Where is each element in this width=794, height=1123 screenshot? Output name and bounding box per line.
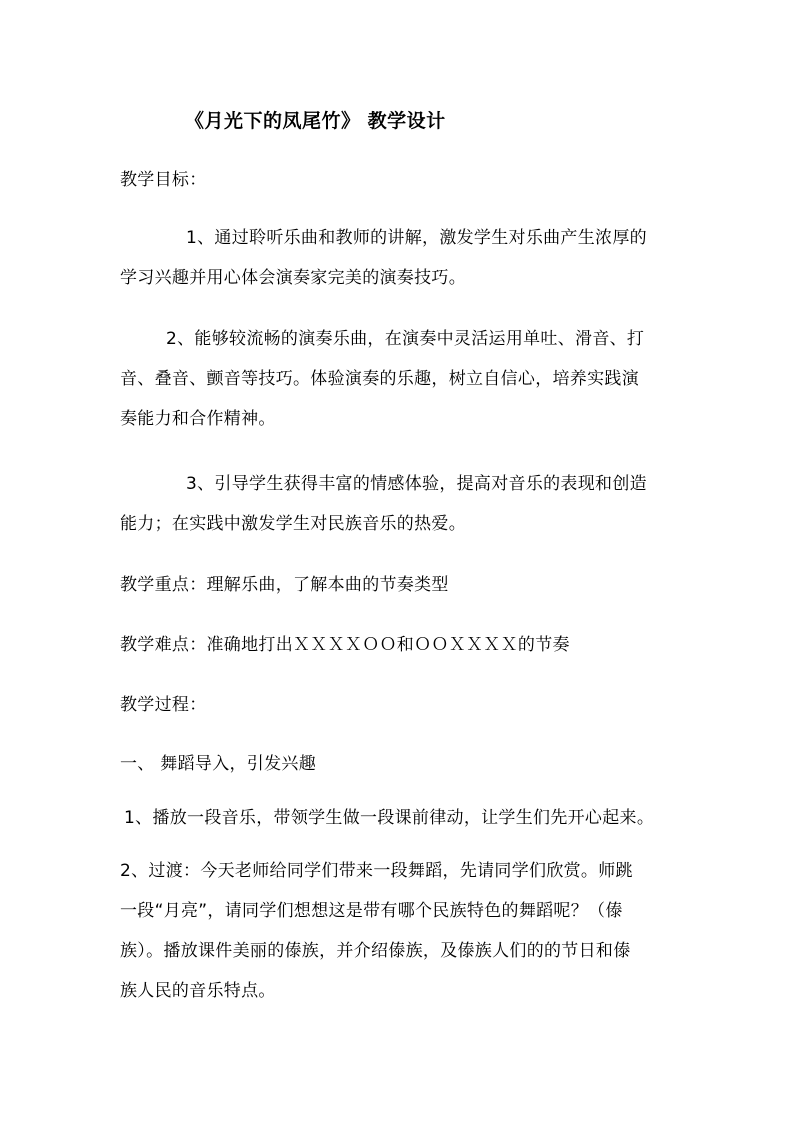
objective-1-line-2: 学习兴趣并用心体会演奏家完美的演奏技巧。: [120, 268, 466, 288]
objective-1-line-1: 1、通过聆听乐曲和教师的讲解，激发学生对乐曲产生浓厚的: [186, 228, 647, 248]
objectives-heading: 教学目标：: [120, 170, 207, 190]
process-heading: 教学过程：: [120, 695, 207, 715]
step-1: 1、播放一段音乐，带领学生做一段课前律动，让学生们先开心起来。: [124, 808, 655, 828]
objective-2: [120, 319, 680, 439]
teaching-key-point: 教学重点：理解乐曲，了解本曲的节奏类型: [120, 575, 449, 595]
objective-3: [120, 464, 680, 544]
objective-2-line-3: 奏能力和合作精神。: [120, 409, 276, 429]
step-2: [120, 851, 680, 1011]
step-2-line-3: 族）。播放课件美丽的傣族，并介绍傣族，及傣族人们的的节日和傣: [120, 941, 631, 961]
objective-2-line-1: 2、能够较流畅的演奏乐曲，在演奏中灵活运用单吐、滑音、打: [166, 329, 645, 349]
teaching-difficulty: 教学难点：准确地打出ＸＸＸＸＯＯ和ＯＯＸＸＸＸ的节奏: [120, 635, 570, 655]
objective-2-line-2: 音、叠音、颤音等技巧。体验演奏的乐趣，树立自信心，培养实践演: [120, 369, 639, 389]
step-2-line-1: 2、过渡：今天老师给同学们带来一段舞蹈，先请同学们欣赏。师跳: [120, 861, 633, 881]
document-title: 《月光下的凤尾竹》 教学设计: [185, 110, 446, 132]
step-2-line-4: 族人民的音乐特点。: [120, 981, 276, 1001]
section-1-heading: 一、 舞蹈导入，引发兴趣: [120, 754, 317, 774]
objective-1: [120, 218, 680, 298]
step-2-line-2: 一段“月亮”，请同学们想想这是带有哪个民族特色的舞蹈呢？（傣: [120, 901, 623, 921]
objective-3-line-2: 能力；在实践中激发学生对民族音乐的热爱。: [120, 514, 466, 534]
objective-3-line-1: 3、引导学生获得丰富的情感体验，提高对音乐的表现和创造: [186, 474, 647, 494]
